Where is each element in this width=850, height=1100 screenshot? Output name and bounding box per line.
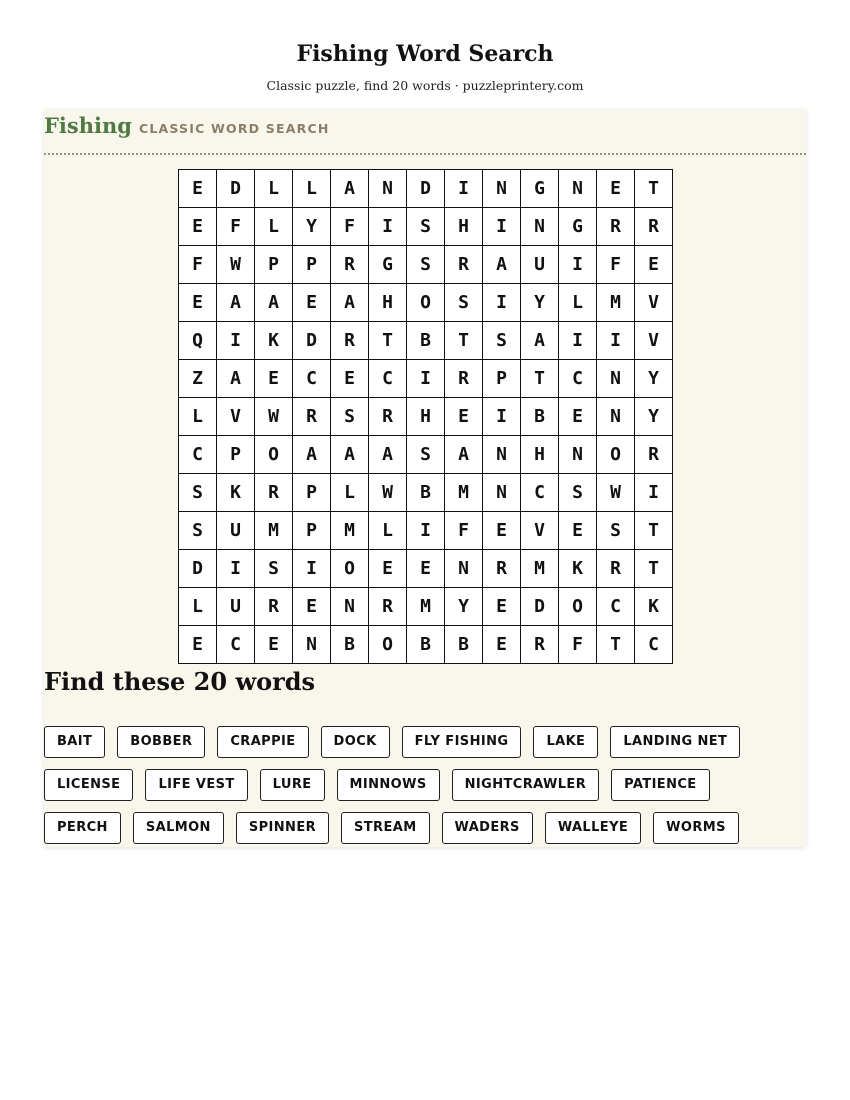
grid-cell[interactable]: D	[217, 170, 255, 208]
grid-cell[interactable]: W	[255, 398, 293, 436]
grid-cell[interactable]: N	[521, 208, 559, 246]
grid-cell[interactable]: C	[217, 626, 255, 664]
grid-cell[interactable]: T	[369, 322, 407, 360]
grid-cell[interactable]: E	[293, 588, 331, 626]
word-chip[interactable]: BOBBER	[117, 726, 205, 758]
grid-cell[interactable]: N	[483, 170, 521, 208]
grid-cell[interactable]: E	[483, 588, 521, 626]
grid-cell[interactable]: L	[369, 512, 407, 550]
grid-cell[interactable]: F	[331, 208, 369, 246]
word-chip[interactable]: LICENSE	[44, 769, 133, 801]
grid-cell[interactable]: O	[407, 284, 445, 322]
grid-cell[interactable]: K	[217, 474, 255, 512]
grid-row	[179, 398, 673, 436]
page-header	[0, 0, 850, 94]
grid-cell[interactable]: E	[483, 512, 521, 550]
grid-cell[interactable]: D	[293, 322, 331, 360]
grid-cell[interactable]: B	[407, 474, 445, 512]
grid-cell[interactable]: N	[597, 360, 635, 398]
grid-cell[interactable]: S	[407, 208, 445, 246]
word-chip[interactable]: DOCK	[321, 726, 390, 758]
grid-cell[interactable]: P	[293, 512, 331, 550]
word-chip[interactable]: SALMON	[133, 812, 224, 844]
grid-cell[interactable]: N	[483, 436, 521, 474]
grid-row	[179, 322, 673, 360]
grid-cell[interactable]: L	[179, 588, 217, 626]
grid-cell[interactable]: S	[407, 246, 445, 284]
grid-cell[interactable]: K	[559, 550, 597, 588]
grid-cell[interactable]: S	[597, 512, 635, 550]
theme-subtitle: CLASSIC WORD SEARCH	[139, 121, 330, 136]
grid-cell[interactable]: C	[635, 626, 673, 664]
grid-cell[interactable]: E	[293, 284, 331, 322]
grid-cell[interactable]: R	[445, 360, 483, 398]
grid-cell[interactable]: I	[559, 246, 597, 284]
grid-cell[interactable]: N	[483, 474, 521, 512]
grid-cell[interactable]: E	[445, 398, 483, 436]
grid-cell[interactable]: L	[255, 170, 293, 208]
grid-cell[interactable]: C	[521, 474, 559, 512]
grid-cell[interactable]: C	[293, 360, 331, 398]
grid-cell[interactable]: L	[331, 474, 369, 512]
grid-cell[interactable]: F	[179, 246, 217, 284]
grid-cell[interactable]: E	[483, 626, 521, 664]
grid-cell[interactable]: T	[521, 360, 559, 398]
grid-cell[interactable]: H	[521, 436, 559, 474]
grid-cell[interactable]: E	[635, 246, 673, 284]
grid-cell[interactable]: F	[559, 626, 597, 664]
grid-cell[interactable]: N	[559, 436, 597, 474]
grid-cell[interactable]: P	[483, 360, 521, 398]
grid-cell[interactable]: I	[217, 322, 255, 360]
grid-cell[interactable]: B	[407, 626, 445, 664]
grid-cell[interactable]: R	[483, 550, 521, 588]
grid-cell[interactable]: A	[483, 246, 521, 284]
grid-cell[interactable]: Y	[521, 284, 559, 322]
grid-cell[interactable]: R	[331, 246, 369, 284]
grid-cell[interactable]: I	[407, 360, 445, 398]
grid-cell[interactable]: A	[255, 284, 293, 322]
grid-cell[interactable]: C	[179, 436, 217, 474]
grid-cell[interactable]: C	[559, 360, 597, 398]
grid-cell[interactable]: U	[217, 588, 255, 626]
grid-cell[interactable]: R	[597, 208, 635, 246]
grid-cell[interactable]: N	[331, 588, 369, 626]
word-chip[interactable]: FLY FISHING	[402, 726, 522, 758]
grid-cell[interactable]: S	[179, 474, 217, 512]
grid-cell[interactable]: I	[483, 398, 521, 436]
grid-cell[interactable]: V	[635, 284, 673, 322]
grid-cell[interactable]: I	[445, 170, 483, 208]
grid-cell[interactable]: E	[559, 398, 597, 436]
grid-row	[179, 588, 673, 626]
grid-cell[interactable]: T	[635, 512, 673, 550]
grid-cell[interactable]: I	[635, 474, 673, 512]
grid-cell[interactable]: I	[483, 284, 521, 322]
grid-cell[interactable]: K	[635, 588, 673, 626]
grid-cell[interactable]: E	[255, 360, 293, 398]
grid-cell[interactable]: R	[369, 588, 407, 626]
grid-cell[interactable]: R	[293, 398, 331, 436]
grid-cell[interactable]: S	[483, 322, 521, 360]
grid-cell[interactable]: O	[331, 550, 369, 588]
grid-cell[interactable]: R	[255, 588, 293, 626]
grid-cell[interactable]: L	[255, 208, 293, 246]
grid-cell[interactable]: D	[179, 550, 217, 588]
letter-grid	[178, 169, 673, 664]
page-title: Fishing Word Search	[296, 41, 554, 67]
grid-cell[interactable]: R	[521, 626, 559, 664]
grid-cell[interactable]: E	[331, 360, 369, 398]
grid-cell[interactable]: I	[217, 550, 255, 588]
grid-cell[interactable]: I	[293, 550, 331, 588]
grid-cell[interactable]: C	[597, 588, 635, 626]
grid-cell[interactable]: A	[217, 284, 255, 322]
word-chip[interactable]: LANDING NET	[610, 726, 740, 758]
grid-cell[interactable]: N	[369, 170, 407, 208]
grid-cell[interactable]: V	[635, 322, 673, 360]
word-chip[interactable]: WADERS	[442, 812, 533, 844]
grid-cell[interactable]: S	[445, 284, 483, 322]
grid-cell[interactable]: L	[293, 170, 331, 208]
grid-cell[interactable]: B	[445, 626, 483, 664]
grid-cell[interactable]: E	[597, 170, 635, 208]
word-chip[interactable]: LURE	[260, 769, 325, 801]
grid-row	[179, 512, 673, 550]
grid-cell[interactable]: F	[597, 246, 635, 284]
word-chip[interactable]: PATIENCE	[611, 769, 709, 801]
word-chip[interactable]: LIFE VEST	[145, 769, 247, 801]
words-heading: Find these 20 words	[44, 667, 316, 696]
grid-cell[interactable]: Q	[179, 322, 217, 360]
grid-cell[interactable]: B	[331, 626, 369, 664]
grid-cell[interactable]: Y	[293, 208, 331, 246]
grid-cell[interactable]: E	[559, 512, 597, 550]
grid-cell[interactable]: R	[635, 208, 673, 246]
grid-cell[interactable]: T	[445, 322, 483, 360]
grid-cell[interactable]: I	[597, 322, 635, 360]
grid-cell[interactable]: P	[293, 474, 331, 512]
grid-cell[interactable]: B	[407, 322, 445, 360]
grid-cell[interactable]: I	[369, 208, 407, 246]
word-chip[interactable]: BAIT	[44, 726, 105, 758]
grid-cell[interactable]: W	[369, 474, 407, 512]
grid-cell[interactable]: S	[559, 474, 597, 512]
grid-cell[interactable]: N	[445, 550, 483, 588]
grid-cell[interactable]: A	[445, 436, 483, 474]
theme-title: Fishing	[44, 113, 132, 138]
word-chip[interactable]: MINNOWS	[337, 769, 440, 801]
grid-cell[interactable]: O	[597, 436, 635, 474]
grid-cell[interactable]: E	[179, 626, 217, 664]
grid-row	[179, 360, 673, 398]
grid-cell[interactable]: R	[597, 550, 635, 588]
grid-cell[interactable]: D	[407, 170, 445, 208]
grid-cell[interactable]: V	[521, 512, 559, 550]
grid-cell[interactable]: T	[635, 170, 673, 208]
word-row	[44, 726, 740, 758]
word-chip[interactable]: NIGHTCRAWLER	[452, 769, 599, 801]
grid-cell[interactable]: W	[217, 246, 255, 284]
grid-row	[179, 170, 673, 208]
grid-row	[179, 474, 673, 512]
card-header	[44, 109, 806, 155]
grid-cell[interactable]: K	[255, 322, 293, 360]
grid-cell[interactable]: S	[179, 512, 217, 550]
word-chip[interactable]: STREAM	[341, 812, 430, 844]
grid-cell[interactable]: B	[521, 398, 559, 436]
grid-cell[interactable]: M	[597, 284, 635, 322]
grid-cell[interactable]: M	[255, 512, 293, 550]
grid-cell[interactable]: H	[407, 398, 445, 436]
grid-row	[179, 436, 673, 474]
word-chip[interactable]: SPINNER	[236, 812, 329, 844]
grid-cell[interactable]: E	[179, 284, 217, 322]
word-chip[interactable]: CRAPPIE	[217, 726, 308, 758]
word-chip[interactable]: WORMS	[653, 812, 739, 844]
word-chip[interactable]: WALLEYE	[545, 812, 641, 844]
grid-cell[interactable]: W	[597, 474, 635, 512]
grid-cell[interactable]: I	[483, 208, 521, 246]
grid-cell[interactable]: A	[293, 436, 331, 474]
grid-cell[interactable]: Y	[445, 588, 483, 626]
grid-cell[interactable]: R	[255, 474, 293, 512]
grid-cell[interactable]: F	[217, 208, 255, 246]
grid-cell[interactable]: A	[217, 360, 255, 398]
grid-cell[interactable]: R	[331, 322, 369, 360]
grid-cell[interactable]: A	[331, 170, 369, 208]
grid-cell[interactable]: E	[179, 208, 217, 246]
grid-cell[interactable]: D	[521, 588, 559, 626]
grid-cell[interactable]: M	[407, 588, 445, 626]
grid-cell[interactable]: C	[369, 360, 407, 398]
grid-cell[interactable]: O	[255, 436, 293, 474]
grid-cell[interactable]: N	[597, 398, 635, 436]
grid-row	[179, 208, 673, 246]
grid-row	[179, 284, 673, 322]
grid-cell[interactable]: I	[559, 322, 597, 360]
grid-cell[interactable]: G	[369, 246, 407, 284]
grid-cell[interactable]: G	[521, 170, 559, 208]
grid-row	[179, 626, 673, 664]
grid-cell[interactable]: F	[445, 512, 483, 550]
grid-cell[interactable]: O	[559, 588, 597, 626]
word-row	[44, 812, 739, 844]
grid-cell[interactable]: L	[559, 284, 597, 322]
grid-cell[interactable]: O	[369, 626, 407, 664]
grid-cell[interactable]: I	[407, 512, 445, 550]
grid-cell[interactable]: A	[369, 436, 407, 474]
grid-cell[interactable]: H	[445, 208, 483, 246]
grid-cell[interactable]: Y	[635, 398, 673, 436]
puzzle-card	[44, 109, 806, 847]
grid-cell[interactable]: E	[407, 550, 445, 588]
grid-cell[interactable]: L	[179, 398, 217, 436]
grid-cell[interactable]: G	[559, 208, 597, 246]
grid-cell[interactable]: P	[255, 246, 293, 284]
grid-cell[interactable]: N	[559, 170, 597, 208]
grid-cell[interactable]: E	[255, 626, 293, 664]
grid-cell[interactable]: A	[331, 436, 369, 474]
grid-cell[interactable]: P	[217, 436, 255, 474]
grid-cell[interactable]: S	[331, 398, 369, 436]
grid-cell[interactable]: R	[369, 398, 407, 436]
grid-cell[interactable]: A	[331, 284, 369, 322]
grid-cell[interactable]: M	[521, 550, 559, 588]
grid-cell[interactable]: T	[635, 550, 673, 588]
grid-cell[interactable]: E	[369, 550, 407, 588]
grid-cell[interactable]: H	[369, 284, 407, 322]
grid-cell[interactable]: P	[293, 246, 331, 284]
grid-cell[interactable]: Y	[635, 360, 673, 398]
page-subtitle: Classic puzzle, find 20 words · puzzleprintery.com	[266, 78, 584, 93]
grid-cell[interactable]: M	[331, 512, 369, 550]
grid-cell[interactable]: U	[217, 512, 255, 550]
grid-cell[interactable]: A	[521, 322, 559, 360]
grid-cell[interactable]: Z	[179, 360, 217, 398]
word-chip[interactable]: PERCH	[44, 812, 121, 844]
word-row	[44, 769, 710, 801]
grid-cell[interactable]: V	[217, 398, 255, 436]
grid-cell[interactable]: N	[293, 626, 331, 664]
grid-cell[interactable]: R	[445, 246, 483, 284]
grid-cell[interactable]: S	[407, 436, 445, 474]
grid-cell[interactable]: T	[597, 626, 635, 664]
grid-cell[interactable]: E	[179, 170, 217, 208]
grid-cell[interactable]: M	[445, 474, 483, 512]
grid-cell[interactable]: U	[521, 246, 559, 284]
grid-row	[179, 550, 673, 588]
grid-cell[interactable]: R	[635, 436, 673, 474]
grid-row	[179, 246, 673, 284]
grid-cell[interactable]: S	[255, 550, 293, 588]
word-chip[interactable]: LAKE	[533, 726, 598, 758]
